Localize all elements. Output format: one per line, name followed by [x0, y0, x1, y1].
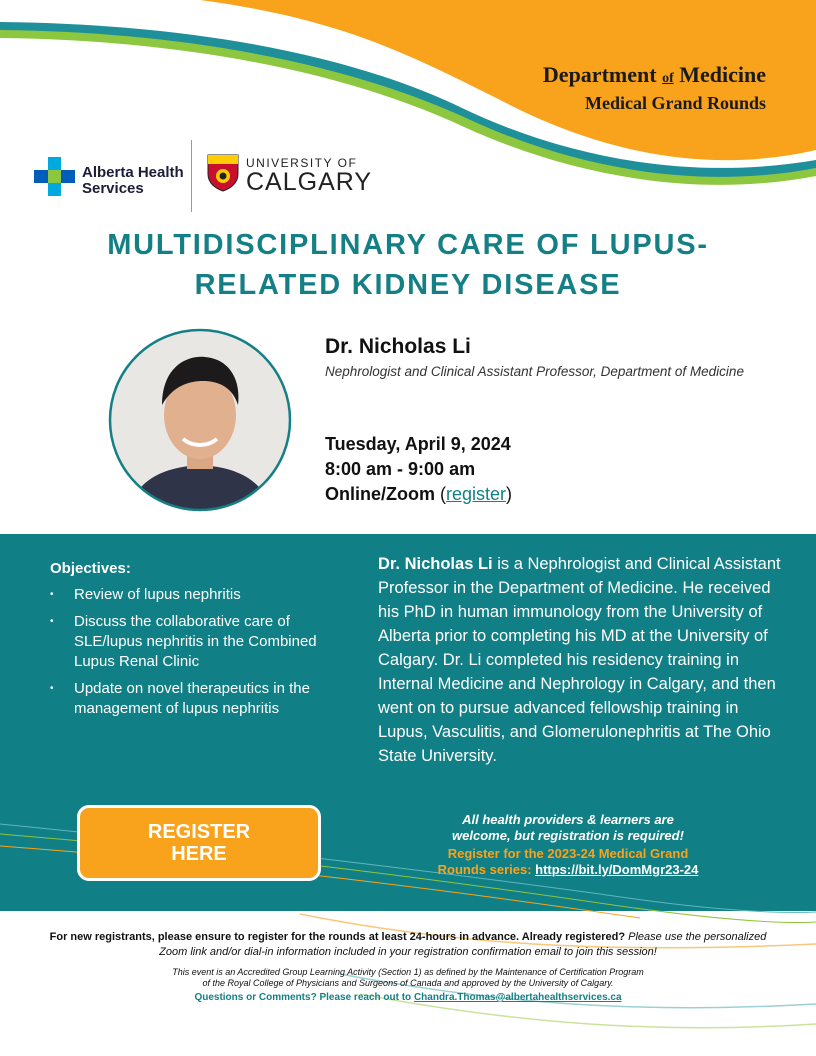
- bullet-icon: •: [50, 683, 54, 694]
- event-details: [325, 432, 512, 507]
- speaker-bio: [378, 552, 788, 768]
- register-here-button[interactable]: [77, 805, 321, 881]
- ahs-line2: Services: [82, 180, 144, 197]
- contact-line: [80, 992, 736, 1003]
- close-paren: ): [506, 484, 513, 504]
- register-button-line1: REGISTER: [147, 821, 251, 843]
- open-paren: (: [440, 484, 447, 504]
- objective-text: Review of lupus nephritis: [74, 586, 241, 603]
- ahs-wordmark: [82, 165, 184, 197]
- uc-wordmark: [246, 156, 372, 194]
- series-link[interactable]: https://bit.ly/DomMgr23-24: [535, 862, 699, 877]
- objectives-list: [50, 585, 360, 719]
- ahs-line1: Alberta Health: [82, 164, 184, 181]
- objective-item: [50, 585, 360, 605]
- accreditation-line2: of the Royal College of Physicians and Surgeons of Canada and approved by the University of Calgary.: [202, 978, 614, 988]
- objective-text: Update on novel therapeutics in the management of lupus nephritis: [74, 680, 310, 717]
- uc-shield-icon: [207, 154, 239, 192]
- contact-prefix: Questions or Comments? Please reach out to: [194, 992, 414, 1003]
- contact-email-link[interactable]: Chandra.Thomas@albertahealthservices.ca: [413, 992, 622, 1003]
- bio-text: is a Nephrologist and Clinical Assistant Professor in the Department of Medicine. He received his PhD in human immunology from the University of Alberta prior to completing his MD at the University of Calgary. Dr. Li completed his residency training in Internal Medicine and Nephrology in Calgary, and then went on to pursue advanced fellowship training in Lupus, Vasculitis, and Glomerulonephritis at The Ohio State University.: [378, 555, 781, 765]
- speaker-photo: [107, 327, 293, 513]
- objectives-section: [50, 560, 360, 726]
- dept-word-medicine: Medicine: [679, 62, 766, 87]
- register-button-line2: HERE: [171, 843, 227, 865]
- uc-line1: UNIVERSITY OF: [246, 156, 358, 170]
- registration-notice: [40, 930, 776, 960]
- logo-divider: [191, 140, 192, 212]
- accreditation-line1: This event is an Accredited Group Learning Activity (Section 1) as defined by the Maintenance of Certification Program: [172, 967, 644, 977]
- notice-italic: Please use the personalized Zoom link and/or dial-in information included in your registration confirmation email to join this session!: [159, 931, 767, 958]
- objective-text: Discuss the collaborative care of SLE/lupus nephritis in the Combined Lupus Renal Clinic: [74, 613, 317, 670]
- series-line1: Register for the 2023-24 Medical Grand: [447, 846, 689, 861]
- event-date: Tuesday, April 9, 2024: [325, 434, 511, 454]
- welcome-note: [400, 812, 736, 844]
- event-location-line: [325, 482, 512, 507]
- grand-rounds-subtitle: Medical Grand Rounds: [584, 93, 766, 113]
- event-time: 8:00 am - 9:00 am: [325, 459, 476, 479]
- series-line2-prefix: Rounds series:: [437, 862, 536, 877]
- accreditation-note: [80, 967, 736, 989]
- ahs-logo-icon: [34, 157, 76, 197]
- notice-bold: For new registrants, please ensure to register for the rounds at least 24-hours in advance. Already registered?: [49, 931, 626, 943]
- bio-name: Dr. Nicholas Li: [378, 555, 493, 573]
- objectives-heading: Objectives:: [50, 560, 131, 577]
- register-link[interactable]: register: [446, 484, 507, 504]
- objective-item: [50, 679, 360, 719]
- series-registration: [400, 846, 736, 878]
- welcome-line1: All health providers & learners are: [462, 812, 674, 827]
- objective-item: [50, 612, 360, 672]
- dept-word-department: Department: [542, 62, 657, 87]
- bullet-icon: •: [50, 589, 54, 600]
- uc-line2: CALGARY: [246, 168, 373, 196]
- dept-word-of: of: [662, 71, 674, 86]
- bullet-icon: •: [50, 616, 54, 627]
- title-line2: RELATED KIDNEY DISEASE: [194, 269, 622, 301]
- speaker-role: Nephrologist and Clinical Assistant Professor, Department of Medicine: [325, 364, 744, 379]
- title-line1: MULTIDISCIPLINARY CARE OF LUPUS-: [107, 229, 709, 261]
- event-location: Online/Zoom: [325, 484, 435, 504]
- page-title: [40, 225, 776, 305]
- department-heading: [543, 62, 766, 114]
- speaker-name: Dr. Nicholas Li: [325, 335, 471, 358]
- welcome-line2: welcome, but registration is required!: [452, 828, 684, 843]
